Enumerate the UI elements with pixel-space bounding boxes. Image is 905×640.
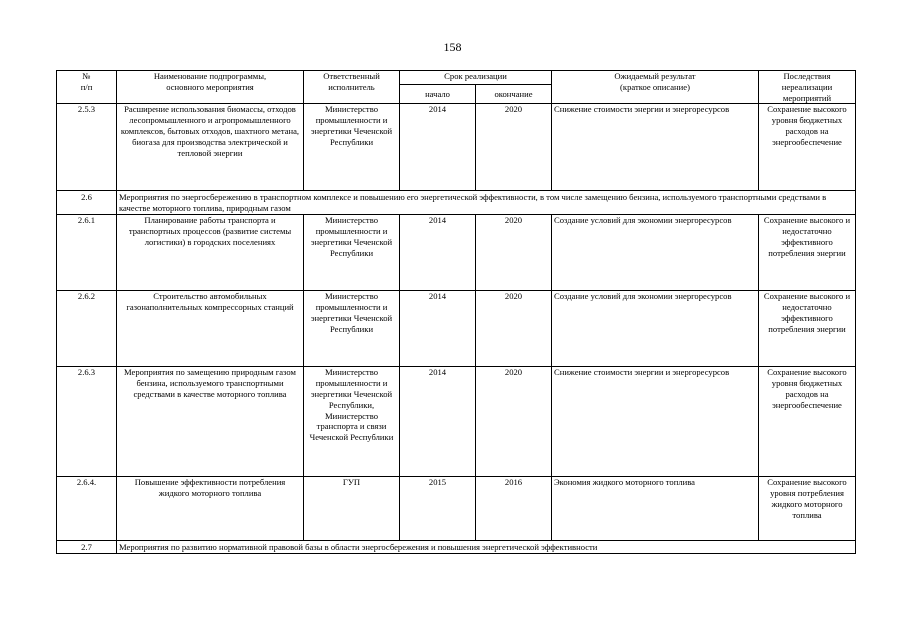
- row-end: 2016: [476, 477, 552, 541]
- section-row: [57, 541, 856, 554]
- section-title: Мероприятия по энергосбережению в транспортном комплексе и повышению его энергетической эффективности, в том числе замещению бензина, используемого транспортными средствами в качестве моторного топлива, природным газом: [117, 191, 856, 215]
- row-end: 2020: [476, 215, 552, 291]
- row-name: Планирование работы транспорта и транспортных процессов (развитие системы логистики) в городских поселениях: [117, 215, 304, 291]
- header-executor: Ответственный исполнитель: [304, 71, 400, 104]
- row-num: 2.6.3: [57, 367, 117, 477]
- program-table: [56, 70, 856, 554]
- table-row: [57, 291, 856, 367]
- row-start: 2014: [400, 215, 476, 291]
- row-num: 2.6.1: [57, 215, 117, 291]
- row-num: 2.6.2: [57, 291, 117, 367]
- header-consequences: Последствия нереализации мероприятий: [759, 71, 856, 104]
- row-num: 2.6.4.: [57, 477, 117, 541]
- row-consequence: Сохранение высокого уровня потребления жидкого моторного топлива: [759, 477, 856, 541]
- row-end: 2020: [476, 291, 552, 367]
- row-name: Расширение использования биомассы, отходов лесопромышленного и агропромышленного комплексов, бытовых отходов, шахтного метана, биогаза для производства электрической и тепловой энергии: [117, 104, 304, 191]
- row-name: Мероприятия по замещению природным газом бензина, используемого транспортными средствами в качестве моторного топлива: [117, 367, 304, 477]
- page-number: 158: [443, 40, 462, 54]
- table-header: [57, 71, 856, 104]
- row-start: 2015: [400, 477, 476, 541]
- section-num: 2.7: [57, 541, 117, 554]
- row-executor: ГУП: [304, 477, 400, 541]
- table-row: [57, 104, 856, 191]
- row-start: 2014: [400, 104, 476, 191]
- header-period: Срок реализации: [400, 71, 552, 85]
- table-row: [57, 215, 856, 291]
- section-num: 2.6: [57, 191, 117, 215]
- row-result: Снижение стоимости энергии и энергоресурсов: [552, 104, 759, 191]
- row-start: 2014: [400, 367, 476, 477]
- row-num: 2.5.3: [57, 104, 117, 191]
- header-result: Ожидаемый результат (краткое описание): [552, 71, 759, 104]
- row-executor: Министерство промышленности и энергетики Чеченской Республики: [304, 215, 400, 291]
- section-title: Мероприятия по развитию нормативной правовой базы в области энергосбережения и повышения энергетической эффективности: [117, 541, 856, 554]
- table-row: [57, 367, 856, 477]
- header-start: начало: [400, 85, 476, 104]
- header-end: окончание: [476, 85, 552, 104]
- row-end: 2020: [476, 104, 552, 191]
- row-executor: Министерство промышленности и энергетики Чеченской Республики: [304, 291, 400, 367]
- row-consequence: Сохранение высокого и недостаточно эффективного потребления энергии: [759, 215, 856, 291]
- section-row: [57, 191, 856, 215]
- row-executor: Министерство промышленности и энергетики Чеченской Республики, Министерство транспорта и связи Чеченской Республики: [304, 367, 400, 477]
- row-name: Строительство автомобильных газонаполнительных компрессорных станций: [117, 291, 304, 367]
- row-name: Повышение эффективности потребления жидкого моторного топлива: [117, 477, 304, 541]
- row-consequence: Сохранение высокого уровня бюджетных расходов на энергообеспечение: [759, 104, 856, 191]
- row-end: 2020: [476, 367, 552, 477]
- row-result: Снижение стоимости энергии и энергоресурсов: [552, 367, 759, 477]
- row-executor: Министерство промышленности и энергетики Чеченской Республики: [304, 104, 400, 191]
- header-name: Наименование подпрограммы, основного мероприятия: [117, 71, 304, 104]
- table-row: [57, 477, 856, 541]
- row-consequence: Сохранение высокого и недостаточно эффективного потребления энергии: [759, 291, 856, 367]
- header-num: № п/п: [57, 71, 117, 104]
- row-start: 2014: [400, 291, 476, 367]
- row-result: Создание условий для экономии энергоресурсов: [552, 291, 759, 367]
- row-result: Создание условий для экономии энергоресурсов: [552, 215, 759, 291]
- row-result: Экономия жидкого моторного топлива: [552, 477, 759, 541]
- row-consequence: Сохранение высокого уровня бюджетных расходов на энергообеспечение: [759, 367, 856, 477]
